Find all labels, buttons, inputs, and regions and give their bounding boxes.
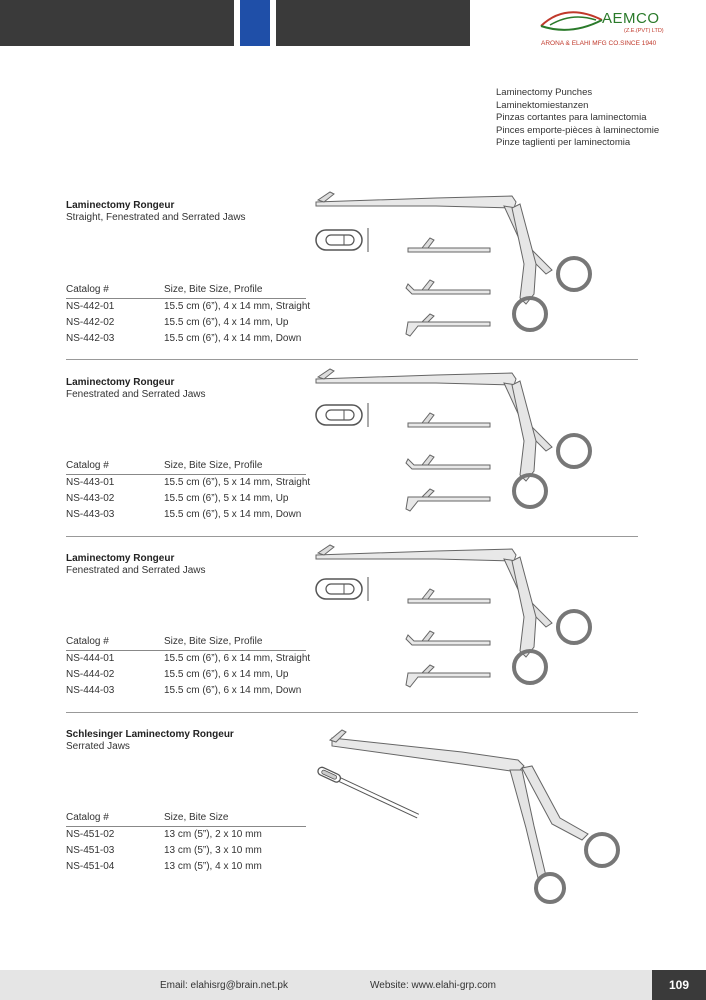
catalog-number: NS-442-02 (66, 317, 115, 328)
category-title: Laminektomiestanzen (496, 99, 589, 111)
spec-value: 15.5 cm (6”), 4 x 14 mm, Up (164, 317, 289, 328)
page-footer (0, 970, 706, 1000)
product-subtitle: Straight, Fenestrated and Serrated Jaws (66, 212, 246, 223)
catalog-number: NS-443-01 (66, 477, 115, 488)
catalog-header: Catalog # (66, 636, 109, 647)
table-header (66, 282, 306, 299)
section-divider (66, 359, 638, 360)
catalog-number: NS-442-01 (66, 301, 115, 312)
footer-email: Email: elahisrg@brain.net.pk (160, 980, 288, 991)
catalog-table (66, 810, 306, 875)
table-header (66, 810, 306, 827)
spec-value: 15.5 cm (6”), 6 x 14 mm, Up (164, 669, 289, 680)
spec-header: Size, Bite Size, Profile (164, 460, 263, 471)
catalog-number: NS-451-02 (66, 829, 115, 840)
spec-value: 15.5 cm (6”), 6 x 14 mm, Down (164, 685, 302, 696)
catalog-number: NS-444-02 (66, 669, 115, 680)
spec-header: Size, Bite Size, Profile (164, 636, 263, 647)
catalog-header: Catalog # (66, 284, 109, 295)
spec-value: 15.5 cm (6”), 5 x 14 mm, Down (164, 509, 302, 520)
category-title: Pinces emporte-pièces à laminectomie (496, 124, 660, 136)
category-title: Pinze taglienti per laminectomia (496, 137, 631, 148)
header-bar-left (0, 0, 234, 46)
section-divider (66, 712, 638, 713)
logo-tagline: ARONA & ELAHI MFG CO.SINCE 1940 (541, 40, 657, 47)
spec-value: 13 cm (5”), 3 x 10 mm (164, 845, 262, 856)
catalog-table (66, 634, 311, 699)
page-number: 109 (652, 970, 706, 1000)
category-title: Pinzas cortantes para laminectomia (496, 112, 647, 123)
table-row (66, 299, 311, 315)
table-row (66, 331, 306, 347)
spec-value: 13 cm (5”), 2 x 10 mm (164, 829, 262, 840)
table-row (66, 507, 306, 523)
spec-header: Size, Bite Size (164, 812, 229, 823)
product-title: Laminectomy Rongeur (66, 553, 175, 564)
table-header (66, 634, 306, 651)
spec-value: 15.5 cm (6”), 4 x 14 mm, Down (164, 333, 302, 344)
logo-name: AEMCO (602, 10, 660, 27)
table-row (66, 491, 306, 507)
table-row (66, 843, 306, 859)
logo-sub: (Z.E.(PVT) LTD) (624, 28, 664, 34)
table-row (66, 651, 311, 667)
product-subtitle: Fenestrated and Serrated Jaws (66, 565, 206, 576)
catalog-header: Catalog # (66, 460, 109, 471)
catalog-number: NS-444-03 (66, 685, 115, 696)
spec-value: 15.5 cm (6”), 6 x 14 mm, Straight (164, 653, 311, 664)
table-row (66, 667, 306, 683)
table-row (66, 315, 306, 331)
table-row (66, 683, 306, 699)
footer-website: Website: www.elahi-grp.com (370, 980, 496, 991)
header-bar-accent (240, 0, 270, 46)
schlesinger-rongeur-illustration (312, 728, 642, 908)
header-bar-right (276, 0, 470, 46)
table-row (66, 475, 311, 491)
catalog-number: NS-444-01 (66, 653, 115, 664)
catalog-table (66, 282, 311, 347)
catalog-number: NS-443-02 (66, 493, 115, 504)
section-divider (66, 536, 638, 537)
catalog-header: Catalog # (66, 812, 109, 823)
spec-header: Size, Bite Size, Profile (164, 284, 263, 295)
spec-value: 13 cm (5”), 4 x 10 mm (164, 861, 262, 872)
logo-leaf-icon (536, 6, 606, 38)
product-subtitle: Fenestrated and Serrated Jaws (66, 389, 206, 400)
table-row (66, 827, 306, 843)
product-title: Laminectomy Rongeur (66, 200, 175, 211)
spec-value: 15.5 cm (6”), 4 x 14 mm, Straight (164, 301, 311, 312)
catalog-number: NS-451-03 (66, 845, 115, 856)
category-title: Laminectomy Punches (496, 87, 593, 98)
catalog-number: NS-451-04 (66, 861, 115, 872)
spec-value: 15.5 cm (6”), 5 x 14 mm, Up (164, 493, 289, 504)
category-title-list (496, 87, 659, 150)
rongeur-illustration (312, 190, 652, 360)
table-row (66, 859, 306, 875)
rongeur-illustration (312, 367, 652, 537)
catalog-number: NS-443-03 (66, 509, 115, 520)
catalog-number: NS-442-03 (66, 333, 115, 344)
spec-value: 15.5 cm (6”), 5 x 14 mm, Straight (164, 477, 311, 488)
product-title: Laminectomy Rongeur (66, 377, 175, 388)
table-header (66, 458, 306, 475)
rongeur-illustration (312, 543, 652, 713)
company-logo (536, 6, 696, 52)
product-title: Schlesinger Laminectomy Rongeur (66, 729, 234, 740)
catalog-table (66, 458, 311, 523)
product-subtitle: Serrated Jaws (66, 741, 130, 752)
